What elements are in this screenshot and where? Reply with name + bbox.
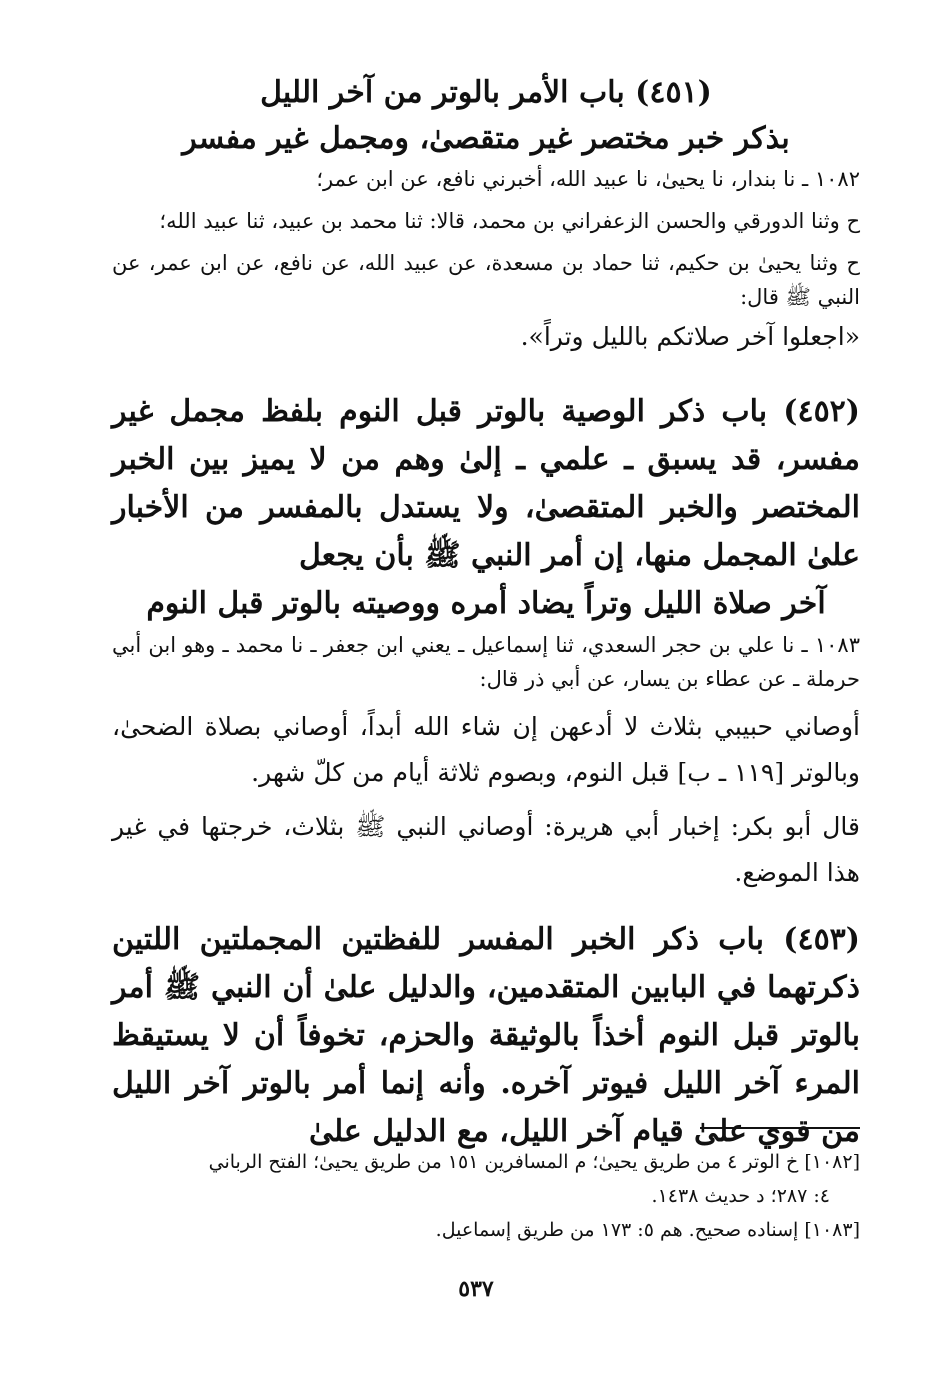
chapter-title-452-body: (٤٥٢) باب ذكر الوصية بالوتر قبل النوم بلفظ مجمل غير مفسر، قد يسبق ـ علمي ـ إلىٰ وهم من لا يميز بين الخبر المختصر والخبر المتقصىٰ، ولا يستدل بالمفسر من الأخبار علىٰ المجمل منها، إن أمر النبي ﷺ بأن يجعل [112, 394, 860, 573]
hadith-1083-chain: ١٠٨٣ ـ نا علي بن حجر السعدي، ثنا إسماعيل ـ يعني ابن جعفر ـ نا محمد ـ وهو ابن أبي حرملة ـ عن عطاء بن يسار، عن أبي ذر قال: [112, 633, 860, 691]
footnote-divider [700, 1127, 860, 1129]
hadith-1083-text: أوصاني حبيبي بثلاث لا أدعهن إن شاء الله أبداً، أوصاني بصلاة الضحىٰ، وبالوتر [١١٩ ـ ب] قبل النوم، وبصوم ثلاثة أيام من كلّ شهر. [112, 712, 860, 787]
footnote-1083: [١٠٨٣] إسناده صحيح. هم ٥: ١٧٣ من طريق إسماعيل. [435, 1219, 860, 1241]
footnotes [112, 1145, 860, 1247]
footnote-1082-line-2: ٤: ٢٨٧؛ د حديث ١٤٣٨. [651, 1185, 830, 1207]
footnote-1082-line-1: [١٠٨٢] خ الوتر ٤ من طريق يحيىٰ؛ م المسافرين ١٥١ من طريق يحيىٰ؛ الفتح الرباني [208, 1151, 860, 1173]
hadith-1082-text: «اجعلوا آخر صلاتكم بالليل وتراً». [520, 322, 860, 351]
hadith-1082-chain-3: ح وثنا يحيىٰ بن حكيم، ثنا حماد بن مسعدة، عن عبيد الله، عن نافع، عن ابن عمر، عن النبي ﷺ قال: [112, 251, 860, 309]
page-number: ٥٣٧ [458, 1276, 494, 1302]
hadith-1082-chain-2: ح وثنا الدورقي والحسن الزعفراني بن محمد، قالا: ثنا محمد بن عبيد، ثنا عبيد الله؛ [159, 209, 860, 233]
chapter-title-451: (٤٥١) باب الأمر بالوتر من آخر الليل [260, 75, 712, 110]
chapter-title-452-last-line: آخر صلاة الليل وتراً يضاد أمره ووصيته بالوتر قبل النوم [146, 586, 826, 621]
hadith-1082-chain-1: ١٠٨٢ ـ نا بندار، نا يحيىٰ، نا عبيد الله، أخبرني نافع، عن ابن عمر؛ [316, 167, 860, 191]
chapter-title-452 [112, 388, 860, 628]
chapter-title-453: (٤٥٣) باب ذكر الخبر المفسر للفظتين المجملتين اللتين ذكرتهما في البابين المتقدمين، والدليل علىٰ أن النبي ﷺ أمر بالوتر قبل النوم أخذاً بالوثيقة والحزم، تخوفاً أن لا يستيقظ المرء آخر الليل فيوتر آخره. وأنه إنما أمر بالوتر آخر الليل من قوي علىٰ قيام آخر الليل، مع الدليل علىٰ [112, 922, 860, 1149]
chapter-subtitle-451: بذكر خبر مختصر غير متقصىٰ، ومجمل غير مفسر [182, 121, 790, 156]
author-comment: قال أبو بكر: إخبار أبي هريرة: أوصاني النبي ﷺ بثلاث، خرجتها في غير هذا الموضع. [112, 812, 860, 887]
